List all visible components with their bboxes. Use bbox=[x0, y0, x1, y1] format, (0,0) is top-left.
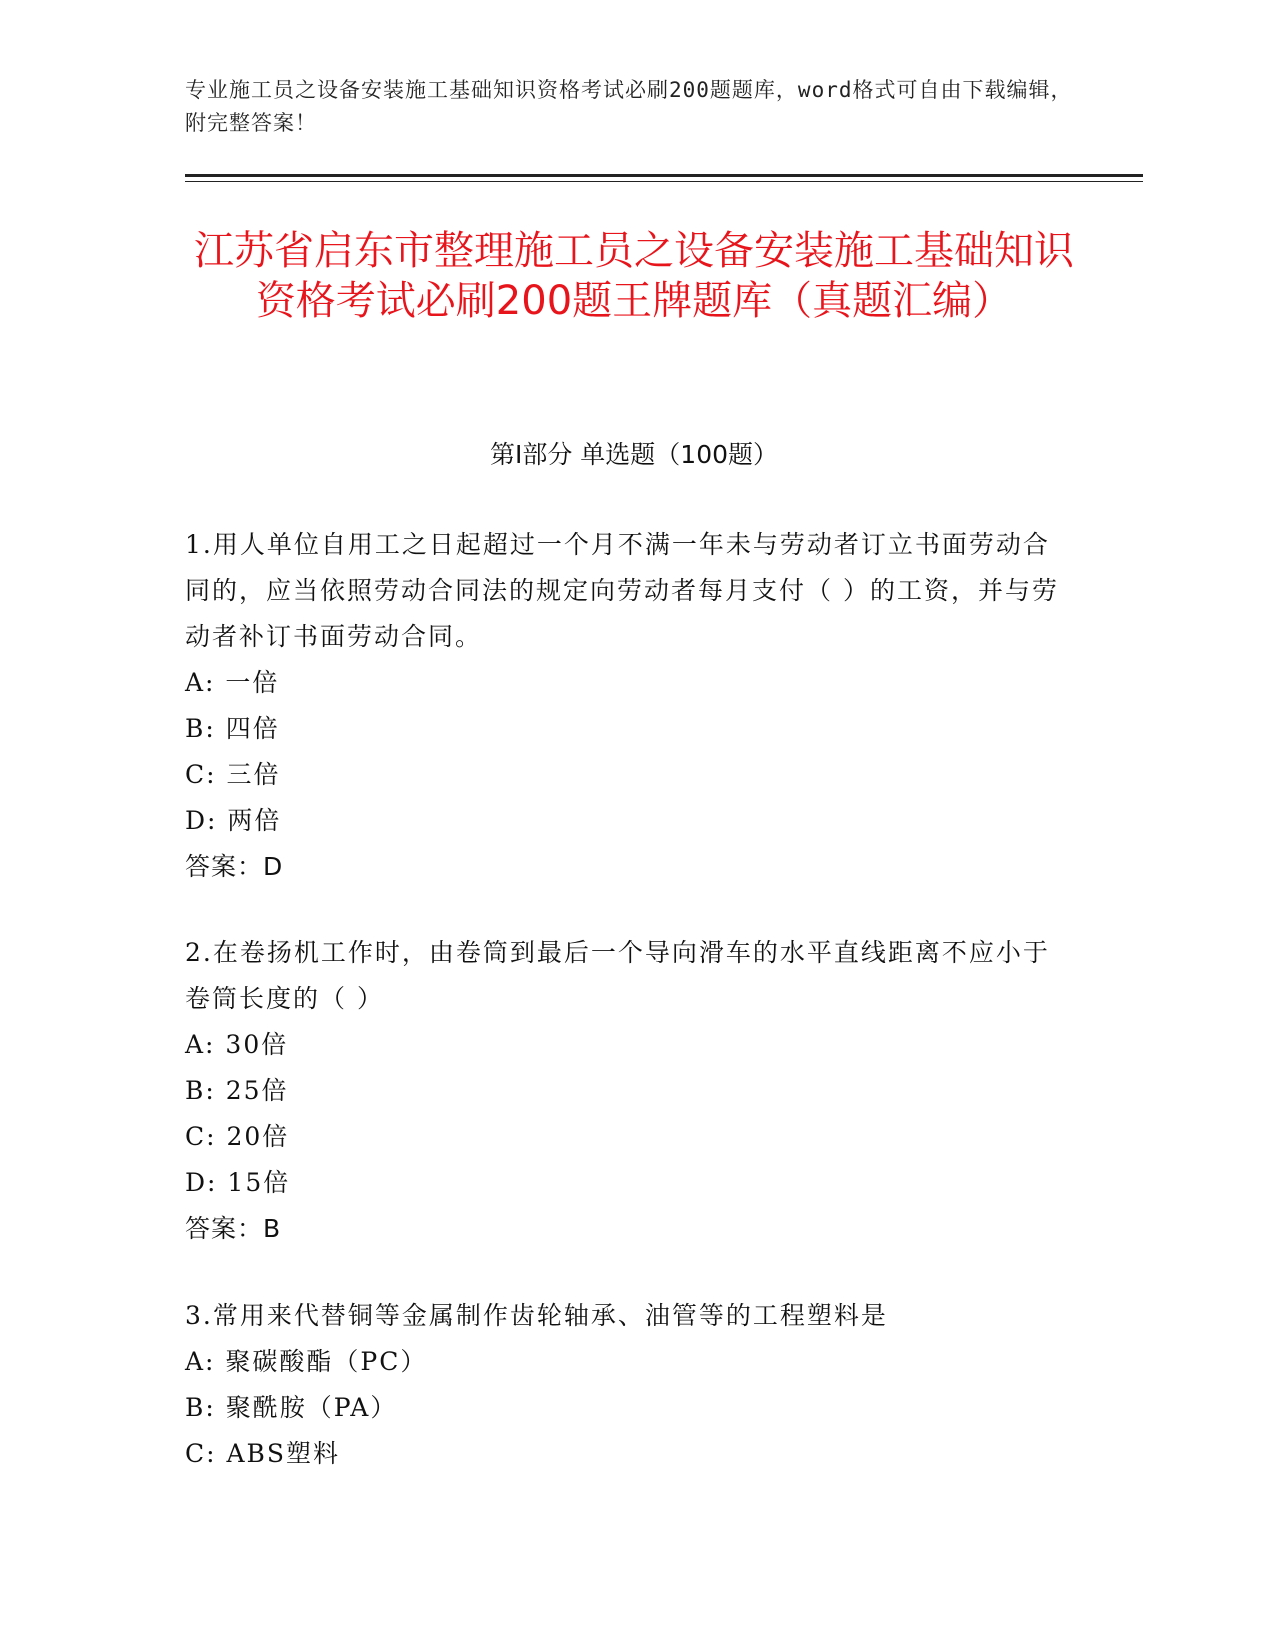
option-a: A: 聚碳酸酯（PC） bbox=[185, 1347, 428, 1376]
question-2 bbox=[185, 930, 1065, 1252]
question-text: 1.用人单位自用工之日起超过一个月不满一年未与劳动者订立书面劳动合同的，应当依照劳动合同法的规定向劳动者每月支付（ ）的工资，并与劳动者补订书面劳动合同。 bbox=[185, 530, 1059, 651]
option-c: C: 三倍 bbox=[185, 760, 281, 789]
section-title: 第I部分 单选题（100题） bbox=[489, 440, 779, 469]
header-note: 专业施工员之设备安装施工基础知识资格考试必刷200题题库，word格式可自由下载编辑，附完整答案！ bbox=[185, 78, 1073, 135]
option-c: C: 20倍 bbox=[185, 1122, 290, 1151]
answer-line: 答案：D bbox=[185, 852, 284, 881]
option-d: D: 两倍 bbox=[185, 806, 282, 835]
question-text: 3.常用来代替铜等金属制作齿轮轴承、油管等的工程塑料是 bbox=[185, 1301, 888, 1330]
option-b: B: 25倍 bbox=[185, 1076, 289, 1105]
header-rule-thin bbox=[185, 181, 1143, 182]
question-3 bbox=[185, 1293, 1065, 1477]
document-title: 江苏省启东市整理施工员之设备安装施工基础知识资格考试必刷200题王牌题库（真题汇编） bbox=[194, 228, 1074, 324]
option-c: C: ABS塑料 bbox=[185, 1439, 341, 1468]
question-1 bbox=[185, 522, 1065, 890]
option-a: A: 一倍 bbox=[185, 668, 280, 697]
option-a: A: 30倍 bbox=[185, 1030, 289, 1059]
answer-line: 答案：B bbox=[185, 1214, 282, 1243]
option-d: D: 15倍 bbox=[185, 1168, 291, 1197]
question-text: 2.在卷扬机工作时，由卷筒到最后一个导向滑车的水平直线距离不应小于卷筒长度的（ ） bbox=[185, 938, 1050, 1013]
option-b: B: 四倍 bbox=[185, 714, 280, 743]
header-rule-thick bbox=[185, 174, 1143, 177]
option-b: B: 聚酰胺（PA） bbox=[185, 1393, 398, 1422]
